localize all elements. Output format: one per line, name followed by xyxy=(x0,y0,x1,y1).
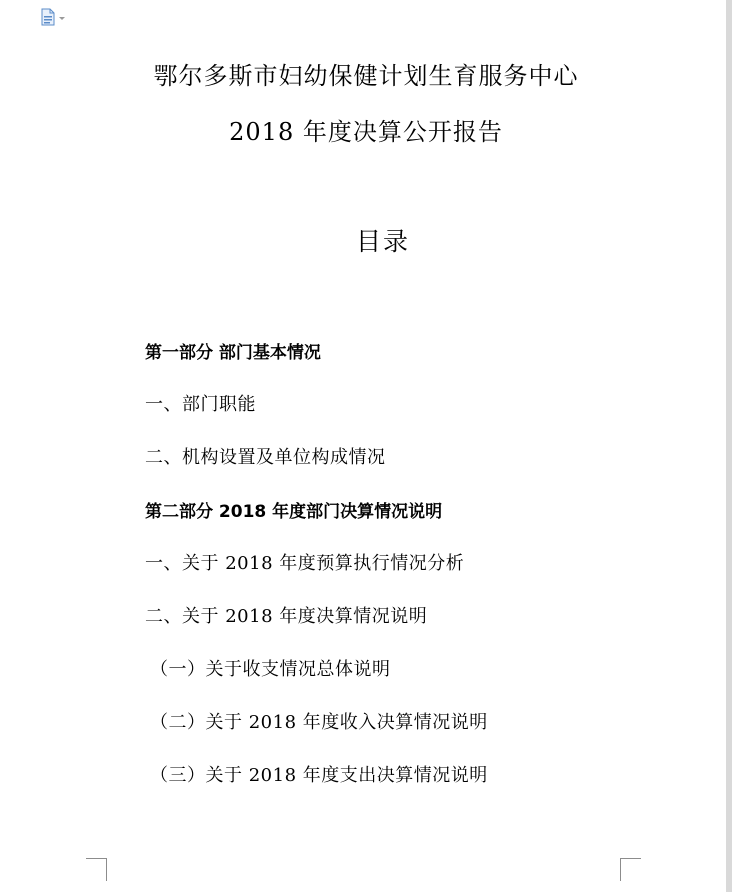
page-edge-shadow xyxy=(726,0,732,892)
toc-item: 二、机构设置及单位构成情况 xyxy=(145,447,386,468)
toc-heading: 目录 xyxy=(355,227,410,256)
toc-subitem: （一）关于收支情况总体说明 xyxy=(150,659,391,680)
margin-corner-mark-left xyxy=(86,858,107,881)
toc-part-1: 第一部分 部门基本情况 xyxy=(145,343,321,363)
toc-subitem: （二）关于 2018 年度收入决算情况说明 xyxy=(150,712,488,733)
report-title-line-2: 2018 年度决算公开报告 xyxy=(229,118,503,146)
toc-subitem: （三）关于 2018 年度支出决算情况说明 xyxy=(150,765,488,786)
chevron-down-icon xyxy=(59,17,65,20)
document-menu[interactable] xyxy=(40,8,76,26)
document-icon xyxy=(40,8,56,26)
toc-item: 一、关于 2018 年度预算执行情况分析 xyxy=(145,553,465,574)
toc-part-2: 第二部分 2018 年度部门决算情况说明 xyxy=(145,502,443,522)
toc-item: 一、部门职能 xyxy=(145,394,256,415)
report-title-line-1: 鄂尔多斯市妇幼保健计划生育服务中心 xyxy=(153,62,579,90)
margin-corner-mark-right xyxy=(620,858,641,881)
toc-item: 二、关于 2018 年度决算情况说明 xyxy=(145,606,428,627)
